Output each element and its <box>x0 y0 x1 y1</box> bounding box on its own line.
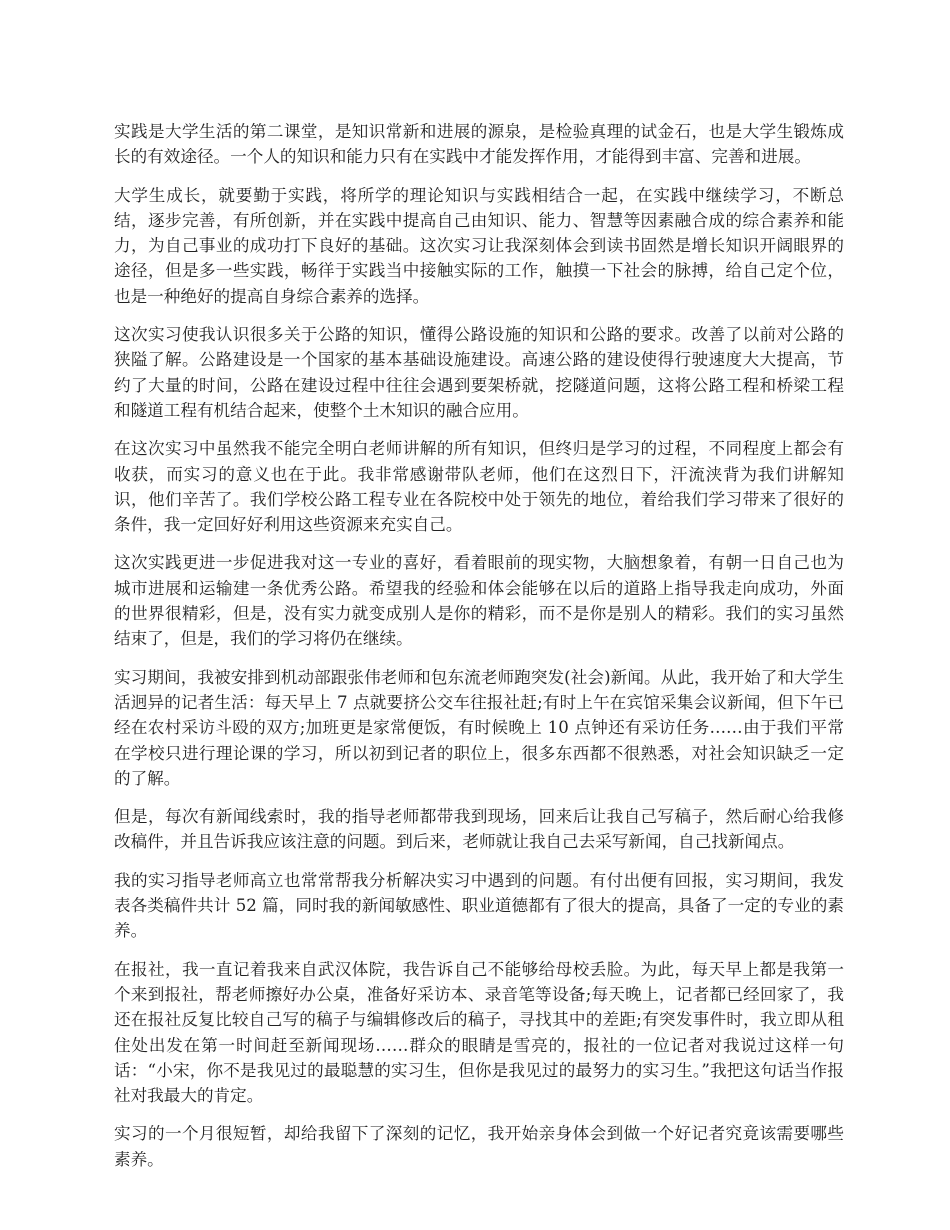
paragraph-10: 实习的一个月很短暂，却给我留下了深刻的记忆，我开始亲身体会到做一个好记者究竟该需要哪些素养。 <box>114 1124 844 1169</box>
paragraph-9: 在报社，我一直记着我来自武汉体院，我告诉自己不能够给母校丢脸。为此，每天早上都是我第一个来到报社，帮老师擦好办公桌，准备好采访本、录音笔等设备;每天晚上，记者都已经回家了，我还在报社反复比较自己写的稿子与编辑修改后的稿子，寻找其中的差距;有突发事件时，我立即从租住处出发在第一时间赶至新闻现场……群众的眼睛是雪亮的，报社的一位记者对我说过这样一句话：“小宋，你不是我见过的最聪慧的实习生，但你是我见过的最努力的实习生。”我把这句话当作报社对我最大的肯定。 <box>114 959 844 1106</box>
paragraph-3: 这次实习使我认识很多关于公路的知识，懂得公路设施的知识和公路的要求。改善了以前对公路的狭隘了解。公路建设是一个国家的基本基础设施建设。高速公路的建设使得行驶速度大大提高，节约了大量的时间，公路在建设过程中往往会遇到要架桥就，挖隧道问题，这将公路工程和桥梁工程和隧道工程有机结合起来，使整个土木知识的融合应用。 <box>114 325 844 420</box>
paragraph-5: 这次实践更进一步促进我对这一专业的喜好，看着眼前的现实物，大脑想象着，有朝一日自己也为城市进展和运输建一条优秀公路。希望我的经验和体会能够在以后的道路上指导我走向成功，外面的世界很精彩，但是，没有实力就变成别人是你的精彩，而不是你是别人的精彩。我们的实习虽然结束了，但是，我们的学习将仍在继续。 <box>114 553 844 649</box>
paragraph-2: 大学生成长，就要勤于实践，将所学的理论知识与实践相结合一起，在实践中继续学习，不断总结，逐步完善，有所创新，并在实践中提高自己由知识、能力、智慧等因素融合成的综合素养和能力，为自己事业的成功打下良好的基础。这次实习让我深刻体会到读书固然是增长知识开阔眼界的途径，但是多一些实践，畅徉于实践当中接触实际的工作，触摸一下社会的脉搏，给自己定个位，也是一种绝好的提高自身综合素养的选择。 <box>114 185 844 306</box>
paragraph-1: 实践是大学生活的第二课堂，是知识常新和进展的源泉，是检验真理的试金石，也是大学生锻炼成长的有效途径。一个人的知识和能力只有在实践中才能发挥作用，才能得到丰富、完善和进展。 <box>114 122 844 167</box>
paragraph-8: 我的实习指导老师高立也常常帮我分析解决实习中遇到的问题。有付出便有回报，实习期间，我发表各类稿件共计 52 篇，同时我的新闻敏感性、职业道德都有了很大的提高，具备了一定的专业的素养。 <box>114 870 844 941</box>
document-page <box>114 119 844 1185</box>
paragraph-4: 在这次实习中虽然我不能完全明白老师讲解的所有知识，但终归是学习的过程，不同程度上都会有收获，而实习的意义也在于此。我非常感谢带队老师，他们在这烈日下，汗流浃背为我们讲解知识，他们辛苦了。我们学校公路工程专业在各院校中处于领先的地位，着给我们学习带来了很好的条件，我一定回好好利用这些资源来充实自己。 <box>114 439 844 535</box>
paragraph-6: 实习期间，我被安排到机动部跟张伟老师和包东流老师跑突发(社会)新闻。从此，我开始了和大学生活迥异的记者生活：每天早上 7 点就要挤公交车往报社赶;有时上午在宾馆采集会议新闻，但下午已经在农村采访斗殴的双方;加班更是家常便饭，有时候晚上 10 点钟还有采访任务……由于我们平常在学校只进行理论课的学习，所以初到记者的职位上，很多东西都不很熟悉，对社会知识缺乏一定的了解。 <box>114 667 844 788</box>
paragraph-7: 但是，每次有新闻线索时，我的指导老师都带我到现场，回来后让我自己写稿子，然后耐心给我修改稿件，并且告诉我应该注意的问题。到后来，老师就让我自己去采写新闻，自己找新闻点。 <box>114 807 844 852</box>
